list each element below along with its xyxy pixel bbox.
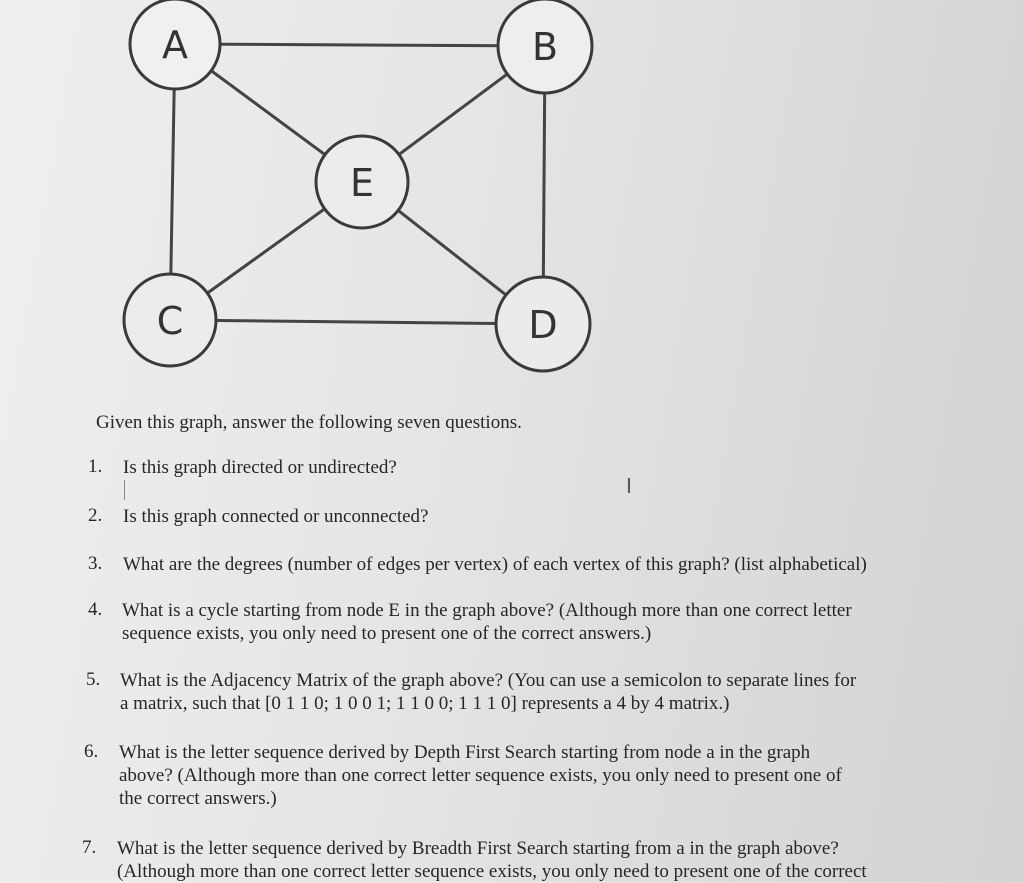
node-C: [124, 274, 216, 366]
question-6-number: 6.: [84, 741, 99, 762]
question-2-text: Is this graph connected or unconnected?: [123, 506, 429, 527]
question-5-number: 5.: [86, 669, 101, 690]
graph-diagram: [0, 0, 620, 390]
intro-text: Given this graph, answer the following seven questions.: [96, 412, 522, 433]
question-5-line-2: a matrix, such that [0 1 1 0; 1 0 0 1; 1 1 0 0; 1 1 1 0] represents a 4 by 4 matrix.): [120, 693, 730, 714]
text-cursor[interactable]: [124, 480, 125, 500]
question-6-line-2: above? (Although more than one correct letter sequence exists, you only need to present one of: [119, 765, 842, 786]
question-4-number: 4.: [88, 599, 103, 620]
node-A: [130, 0, 220, 89]
node-label-D: D: [528, 303, 558, 347]
edge-A-B: [175, 44, 545, 46]
question-4-line-2: sequence exists, you only need to present one of the correct answers.): [122, 623, 652, 644]
node-B: [498, 0, 592, 93]
node-label-E: E: [349, 161, 375, 205]
node-label-C: C: [156, 299, 184, 343]
question-5-line-1: What is the Adjacency Matrix of the graph above? (You can use a semicolon to separate lines for: [120, 670, 857, 691]
question-3-text: What are the degrees (number of edges per vertex) of each vertex of this graph? (list alphabetical): [123, 554, 867, 575]
question-7-line-1: What is the letter sequence derived by Breadth First Search starting from a in the graph above?: [117, 838, 839, 859]
question-6-line-3: the correct answers.): [119, 788, 277, 809]
question-1-number: 1.: [88, 456, 103, 477]
question-4-line-1: What is a cycle starting from node E in the graph above? (Although more than one correct letter: [122, 600, 852, 621]
question-1-text: Is this graph directed or undirected?: [123, 457, 397, 478]
node-D: [496, 277, 590, 371]
question-2-number: 2.: [88, 505, 103, 526]
question-7-line-2: (Although more than one correct letter sequence exists, you only need to present one of the correct: [117, 861, 867, 882]
question-7-number: 7.: [82, 837, 97, 858]
node-E: [316, 136, 408, 228]
question-3-number: 3.: [88, 553, 103, 574]
node-label-A: A: [162, 23, 188, 67]
edge-C-D: [170, 320, 543, 324]
question-6-line-1: What is the letter sequence derived by Depth First Search starting from node a in the graph: [119, 742, 811, 763]
ibeam-cursor-icon: I: [626, 474, 632, 498]
node-label-B: B: [531, 25, 559, 69]
